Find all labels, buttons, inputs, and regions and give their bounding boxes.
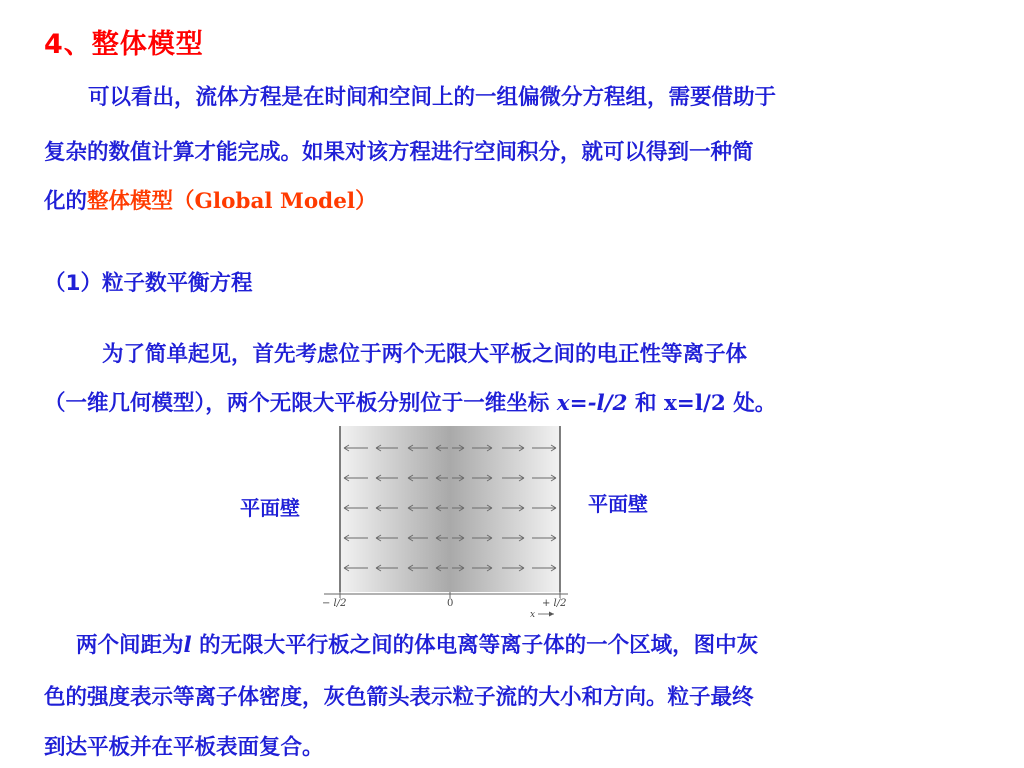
para3-line1 [76,628,758,659]
global-model-english: Global Model [194,189,356,214]
para2-line2-end: 处。 [725,391,777,416]
axis-arrow-head [549,612,554,617]
para2-line2 [44,386,776,417]
para2-line1: 为了简单起见，首先考虑位于两个无限大平板之间的电正性等离子体 [102,342,748,367]
global-model-highlight: 整体模型 [87,189,174,214]
plasma-slab-diagram [318,420,578,620]
section-title: 4、整体模型 [44,29,204,60]
subsection-heading: （1）粒子数平衡方程 [44,271,253,296]
para2-line2-and: 和 [627,391,664,416]
wall-label-right: 平面壁 [588,492,648,516]
tick-label-mid: 0 [447,598,454,609]
paren-close: ） [355,189,377,214]
tick-label-right: + l/2 [542,598,567,609]
para1-line3-start: 化的 [44,189,88,214]
para1-line3 [44,184,377,215]
axis-label-x: x [530,610,536,620]
wall-label-left: 平面壁 [240,496,300,520]
tick-label-left: − l/2 [322,598,347,609]
para3-line3: 到达平板并在平板表面复合。 [44,735,324,760]
para1-line1: 可以看出，流体方程是在时间和空间上的一组偏微分方程组，需要借助于 [88,85,777,110]
para2-line2-start: （一维几何模型），两个无限大平板分别位于一维坐标 [44,391,557,416]
para3-line2: 色的强度表示等离子体密度，灰色箭头表示粒子流的大小和方向。粒子最终 [44,685,754,710]
para3-line1-start: 两个间距为 [76,633,184,658]
spacing-symbol: l [183,633,192,658]
plasma-density-region [340,426,560,592]
coord-left: x=-l/2 [556,391,628,416]
paren-open: （ [173,189,195,214]
coord-right: x=l/2 [663,391,726,416]
para3-line1-end: 的无限大平行板之间的体电离等离子体的一个区域，图中灰 [191,633,759,658]
para1-line2: 复杂的数值计算才能完成。如果对该方程进行空间积分，就可以得到一种简 [44,140,754,165]
